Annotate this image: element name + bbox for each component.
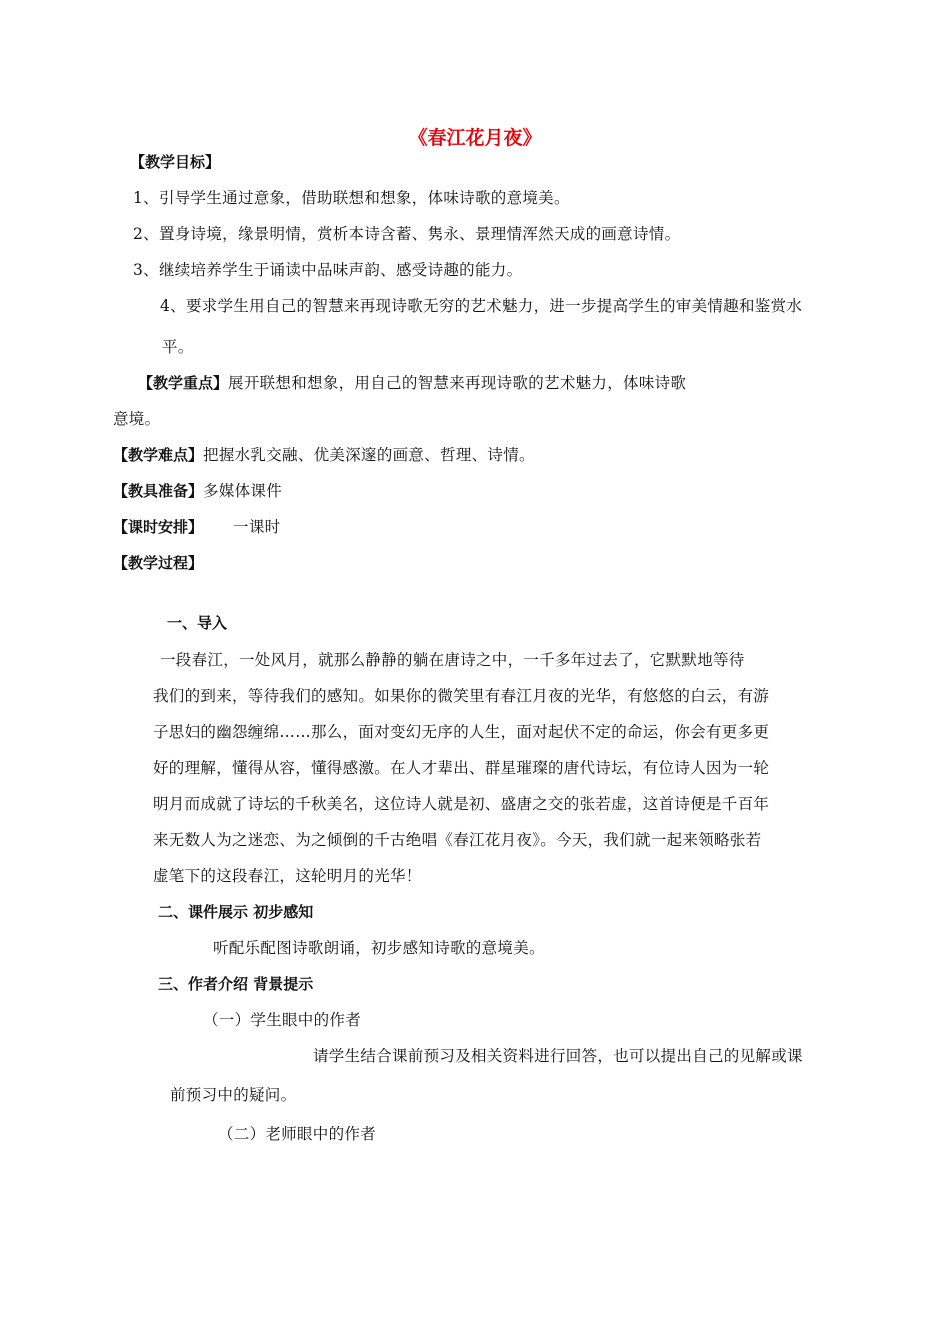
objective-item-1: 1、引导学生通过意象，借助联想和想象，体味诗歌的意境美。 bbox=[133, 189, 570, 207]
difficulty-row bbox=[113, 445, 535, 465]
objective-item-4-continued: 平。 bbox=[162, 338, 194, 356]
section-3-sub-1: （一）学生眼中的作者 bbox=[203, 1011, 362, 1029]
schedule-row bbox=[113, 517, 280, 537]
section-1-line-1: 一段春江，一处风月，就那么静静的躺在唐诗之中，一千多年过去了，它默默地等待 bbox=[160, 651, 745, 669]
document-title: 《春江花月夜》 bbox=[408, 127, 542, 149]
difficulty-text: 把握水乳交融、优美深邃的画意、哲理、诗情。 bbox=[203, 446, 535, 464]
key-point-row bbox=[138, 373, 686, 393]
section-1-line-2: 我们的到来，等待我们的感知。如果你的微笑里有春江月夜的光华，有悠悠的白云，有游 bbox=[153, 687, 770, 705]
key-point-text: 展开联想和想象，用自己的智慧来再现诗歌的艺术魅力，体味诗歌 bbox=[228, 374, 687, 392]
section-2-heading: 二、课件展示 初步感知 bbox=[158, 903, 314, 921]
objectives-heading: 【教学目标】 bbox=[130, 153, 221, 171]
section-1-line-7: 虚笔下的这段春江，这轮明月的光华！ bbox=[153, 867, 422, 885]
process-label: 【教学过程】 bbox=[113, 554, 204, 572]
section-1-line-6: 来无数人为之迷恋、为之倾倒的千古绝唱《春江花月夜》。今天，我们就一起来领略张若 bbox=[153, 831, 762, 849]
schedule-text: 一课时 bbox=[233, 518, 281, 536]
objective-item-3: 3、继续培养学生于诵读中品味声韵、感受诗趣的能力。 bbox=[133, 261, 523, 279]
key-point-label: 【教学重点】 bbox=[138, 374, 229, 392]
objective-item-2: 2、置身诗境，缘景明情，赏析本诗含蓄、隽永、景理情浑然天成的画意诗情。 bbox=[133, 225, 681, 243]
difficulty-label: 【教学难点】 bbox=[113, 446, 204, 464]
schedule-label: 【课时安排】 bbox=[113, 518, 204, 536]
section-3-heading: 三、作者介绍 背景提示 bbox=[158, 975, 314, 993]
section-1-line-5: 明月而成就了诗坛的千秋美名，这位诗人就是初、盛唐之交的张若虚，这首诗便是千百年 bbox=[153, 795, 770, 813]
materials-label: 【教具准备】 bbox=[113, 482, 204, 500]
section-1-line-4: 好的理解，懂得从容，懂得感激。在人才辈出、群星璀璨的唐代诗坛，有位诗人因为一轮 bbox=[153, 759, 770, 777]
section-1-line-3: 子思妇的幽怨缠绵……那么，面对变幻无序的人生，面对起伏不定的命运，你会有更多更 bbox=[153, 723, 770, 741]
key-point-text-continued: 意境。 bbox=[113, 410, 161, 428]
section-3-sub-2: （二）老师眼中的作者 bbox=[218, 1125, 377, 1143]
materials-row bbox=[113, 481, 282, 501]
section-3-sub-1-text-continued: 前预习中的疑问。 bbox=[170, 1086, 297, 1104]
section-3-sub-1-text: 请学生结合课前预习及相关资料进行回答，也可以提出自己的见解或课 bbox=[313, 1047, 803, 1065]
section-1-heading: 一、导入 bbox=[167, 614, 228, 632]
materials-text: 多媒体课件 bbox=[203, 482, 283, 500]
objective-item-4: 4、要求学生用自己的智慧来再现诗歌无穷的艺术魅力，进一步提高学生的审美情趣和鉴赏水 bbox=[160, 297, 803, 315]
section-2-text: 听配乐配图诗歌朗诵，初步感知诗歌的意境美。 bbox=[213, 939, 545, 957]
